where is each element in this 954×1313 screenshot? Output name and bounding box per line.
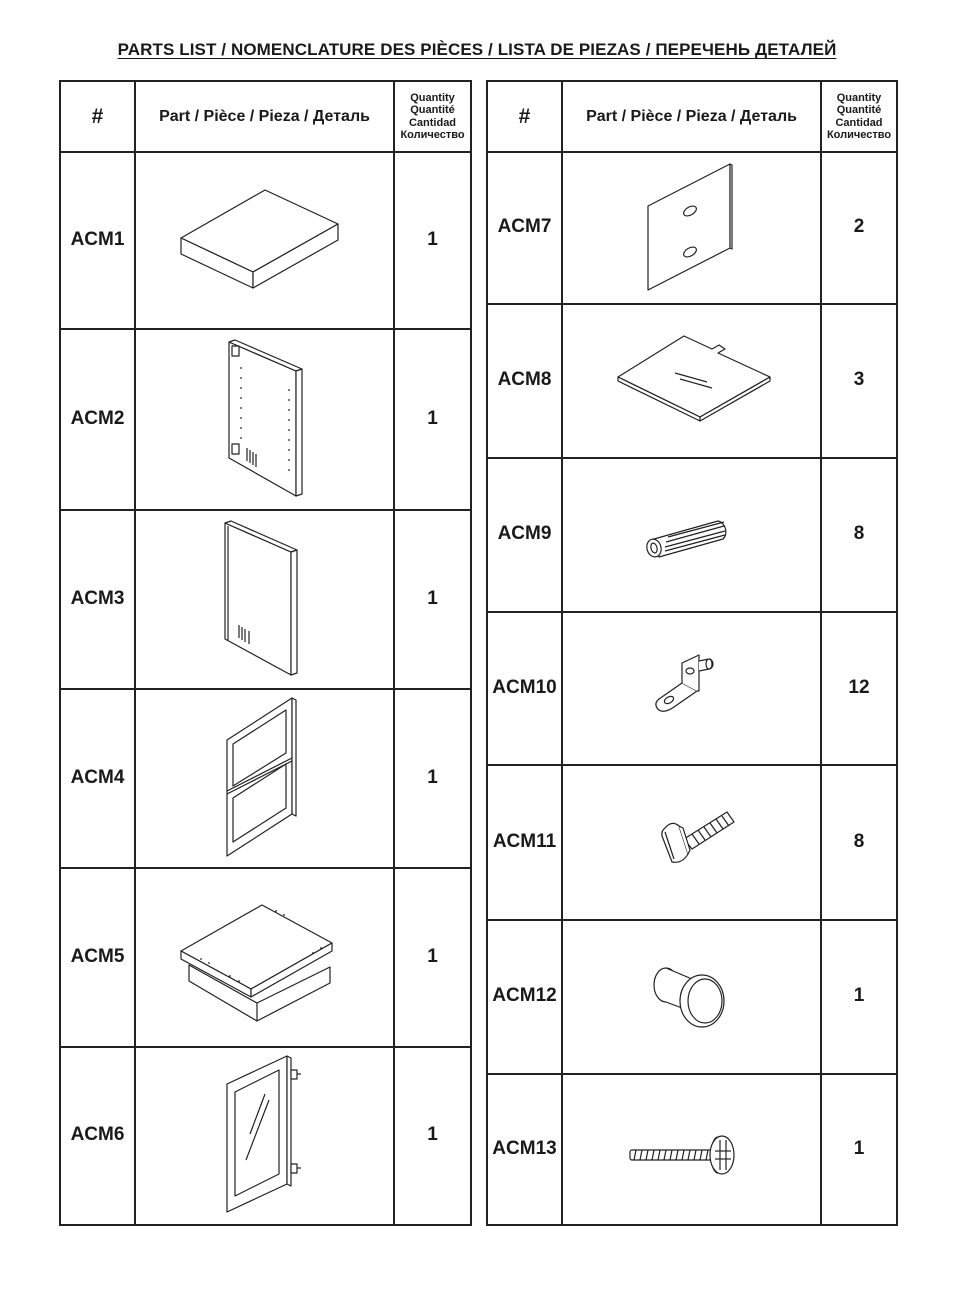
part-quantity: 1 [853,1137,865,1159]
header-number: # [91,104,104,128]
knob-icon [562,919,821,1073]
shelf-board-icon [135,151,394,328]
header-quantity: Quantity Quantité Cantidad Количество [826,91,892,141]
part-quantity: 1 [427,1124,438,1145]
table-header [61,82,470,153]
table-row [61,151,470,330]
table-row [61,688,470,869]
part-quantity: 1 [427,228,438,250]
table-row [488,764,896,921]
machine-screw-icon [562,1073,821,1224]
part-id: ACM11 [492,830,557,852]
page-title: PARTS LIST / NOMENCLATURE DES PIÈCES / LISTA DE PIEZAS / ПЕРЕЧЕНЬ ДЕТАЛЕЙ [117,40,837,59]
part-id: ACM13 [492,1137,557,1159]
part-quantity: 8 [853,523,865,544]
header-quantity: Quantity Quantité Cantidad Количество [400,91,465,141]
side-panel-icon [135,509,394,688]
part-quantity: 3 [853,369,865,390]
part-id: ACM7 [497,216,552,237]
part-id: ACM12 [492,985,557,1006]
header-part: Part / Pièce / Pieza / Деталь [159,107,370,125]
parts-table-left [59,80,472,1226]
header-part: Part / Pièce / Pieza / Деталь [586,107,797,125]
table-row [488,1073,896,1224]
part-id: ACM3 [70,587,125,609]
table-row [488,919,896,1075]
part-quantity: 12 [848,676,870,698]
table-row [61,1046,470,1224]
part-quantity: 1 [427,766,438,788]
shelf-support-icon [562,611,821,764]
wooden-dowel-icon [562,457,821,611]
side-panel-icon [135,328,394,509]
thumb-screw-icon [562,764,821,919]
part-id: ACM6 [70,1124,125,1145]
part-quantity: 1 [427,945,438,967]
header-number: # [518,104,531,128]
part-id: ACM5 [70,945,125,967]
table-header [488,82,896,153]
table-row [488,611,896,766]
part-quantity: 1 [427,587,438,609]
part-id: ACM8 [497,369,552,390]
part-id: ACM9 [497,523,552,544]
table-row [61,509,470,690]
part-id: ACM10 [492,676,557,698]
table-row [61,328,470,511]
glass-door-icon [135,1046,394,1224]
mounting-plate-icon [562,151,821,303]
table-row [61,867,470,1048]
back-frame-icon [135,688,394,867]
part-id: ACM4 [70,766,125,788]
part-quantity: 8 [853,830,865,852]
table-row [488,151,896,305]
slotted-plate-icon [562,303,821,457]
top-panel-icon [135,867,394,1046]
part-quantity: 2 [853,216,865,237]
part-quantity: 1 [427,407,438,429]
part-id: ACM1 [70,228,125,250]
table-row [488,303,896,459]
table-row [488,457,896,613]
part-id: ACM2 [70,407,125,429]
part-quantity: 1 [853,985,865,1006]
parts-table-right [486,80,898,1226]
